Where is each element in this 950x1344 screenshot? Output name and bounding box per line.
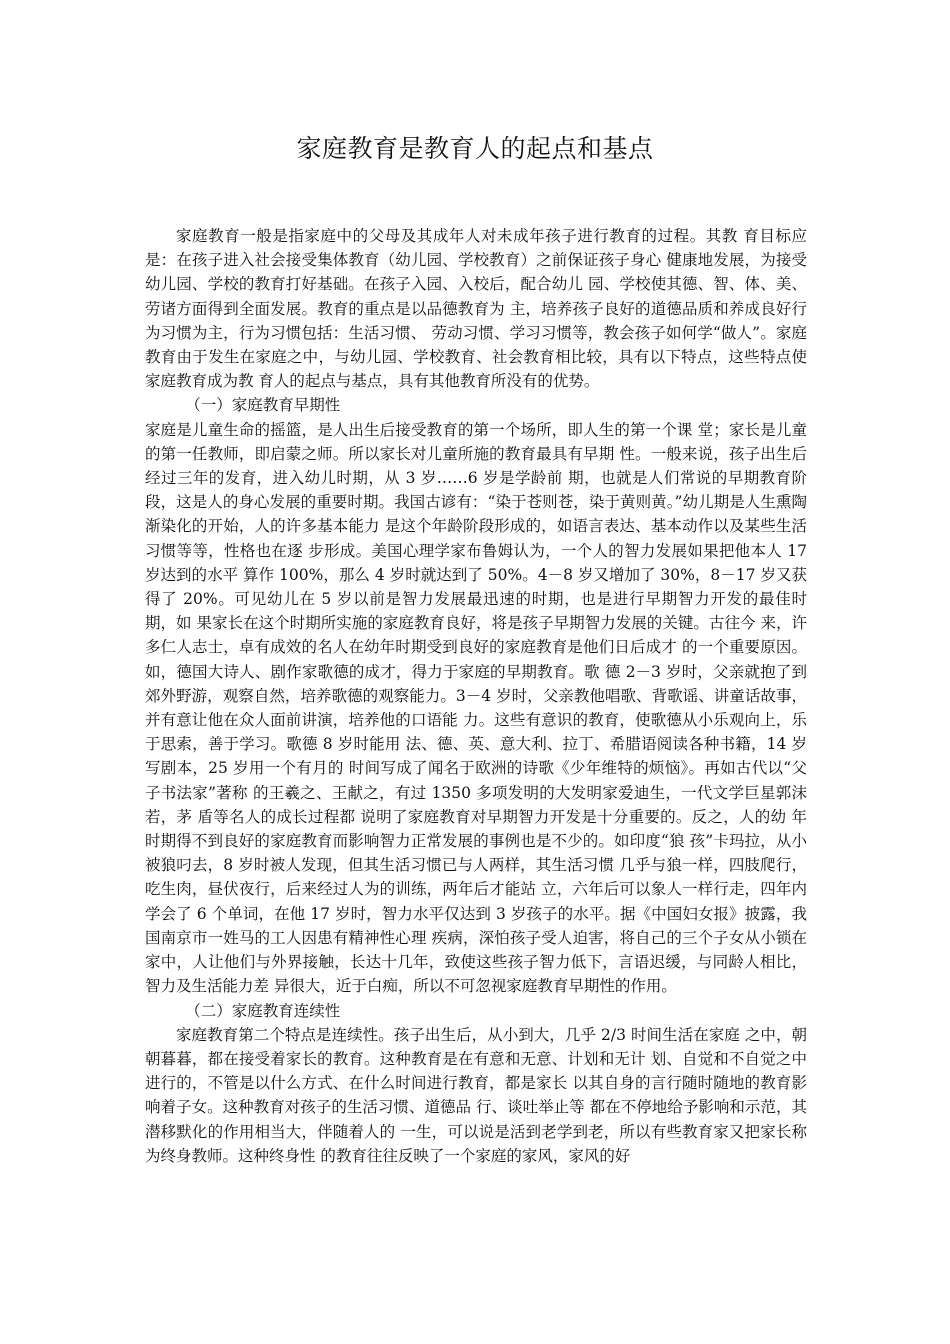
paragraph-continuity: 家庭教育第二个特点是连续性。孩子出生后，从小到大，几乎 2/3 时间生活在家庭 之中，朝朝暮暮，都在接受着家长的教育。这种教育是在有意和无意、计划和无计 划、自觉和不自觉之中进行的，不管是以什么方式、在什么时间进行教育，都是家长 以其自身的言行随时随地的教育影响着子女。这种教育对孩子的生活习惯、道德品 行、谈吐举止等 都在不停地给予影响和示范，其潜移默化的作用相当大，伴随着人的 一生，可以说是活到老学到老，所以有些教育家又把家长称为终身教师。这种终身性 的教育往往反映了一个家庭的家风，家风的好: [145, 1025, 807, 1165]
paragraph-early: 家庭是儿童生命的摇篮，是人出生后接受教育的第一个场所，即人生的第一个课 堂；家长是儿童的第一任教师，即启蒙之师。所以家长对儿童所施的教育最具有早期 性。一般来说，孩子出生后经过三年的发育，进入幼儿时期，从 3 岁……6 岁是学龄前 期，也就是人们常说的早期教育阶段，这是人的身心发展的重要时期。我国古谚有：“染于苍则苍，染于黄则黄。”幼儿期是人生熏陶渐染化的开始，人的许多基本能力 是这个年龄阶段形成的，如语言表达、基本动作以及某些生活习惯等等，性格也在逐 步形成。美国心理学家布鲁姆认为，一个人的智力发展如果把他本人 17 岁达到的水平 算作 100%，那么 4 岁时就达到了 50%。4－8 岁又增加了 30%，8－17 岁又获得了 20%。可见幼儿在 5 岁以前是智力发展最迅速的时期，也是进行早期智力开发的最佳时期，如 果家长在这个时期所实施的家庭教育良好，将是孩子早期智力发展的关键。古往今 来，许多仁人志士，卓有成效的名人在幼年时期受到良好的家庭教育是他们日后成才 的一个重要原因。如，德国大诗人、剧作家歌德的成才，得力于家庭的早期教育。歌 德 2－3 岁时，父亲就抱了到郊外野游，观察自然，培养歌德的观察能力。3－4 岁时，父亲教他唱歌、背歌谣、讲童话故事，并有意让他在众人面前讲演，培养他的口语能 力。这些有意识的教育，使歌德从小乐观向上，乐于思索，善于学习。歌德 8 岁时能用 法、德、英、意大利、拉丁、希腊语阅读各种书籍，14 岁写剧本，25 岁用一个有月的 时间写成了闻名于欧洲的诗歌《少年维特的烦恼》。再如古代以“父子书法家”著称 的王羲之、王献之，有过 1350 多项发明的大发明家爱迪生，一代文学巨星郭沫若，茅 盾等名人的成长过程都 说明了家庭教育对早期智力开发是十分重要的。反之，人的幼 年时期得不到良好的家庭教育而影响智力正常发展的事例也是不少的。如印度“狼 孩”卡玛拉，从小被狼叼去，8 岁时被人发现，但其生活习惯已与人两样，其生活习惯 几乎与狼一样，四肢爬行，吃生肉，昼伏夜行，后来经过人为的训练，两年后才能站 立，六年后可以象人一样行走，四年内学会了 6 个单词，在他 17 岁时，智力水平仅达到 3 岁孩子的水平。据《中国妇女报》披露，我国南京市一姓马的工人因患有精神性心理 疾病，深怕孩子受人迫害，将自己的三个子女从小锁在家中，人让他们与外界接触，长达十几年，致使这些孩子智力低下，言语迟缓，与同龄人相比，智力及生活能力差 异很大，近于白痴，所以不可忽视家庭教育早期性的作用。: [145, 420, 807, 996]
section-heading-continuity: （二）家庭教育连续性: [185, 1001, 341, 1020]
document-body: [145, 224, 807, 1168]
paragraph-intro: 家庭教育一般是指家庭中的父母及其成年人对未成年孩子进行教育的过程。其教 育目标应是：在孩子进入社会接受集体教育（幼儿园、学校教育）之前保证孩子身心 健康地发展，为接受幼儿园、学校的教育打好基础。在孩子入园、入校后，配合幼儿 园、学校使其德、智、体、美、劳诸方面得到全面发展。教育的重点是以品德教育为 主，培养孩子良好的道德品质和养成良好行为习惯为主，行为习惯包括：生活习惯、 劳动习惯、学习习惯等，教会孩子如何学“做人”。家庭教育由于发生在家庭之中，与幼儿园、学校教育、社会教育相比较，具有以下特点，这些特点使家庭教育成为教 育人的起点与基点，具有其他教育所没有的优势。: [145, 227, 807, 391]
section-heading-early: （一）家庭教育早期性: [185, 396, 341, 415]
document-title: 家庭教育是教育人的起点和基点: [296, 134, 654, 163]
